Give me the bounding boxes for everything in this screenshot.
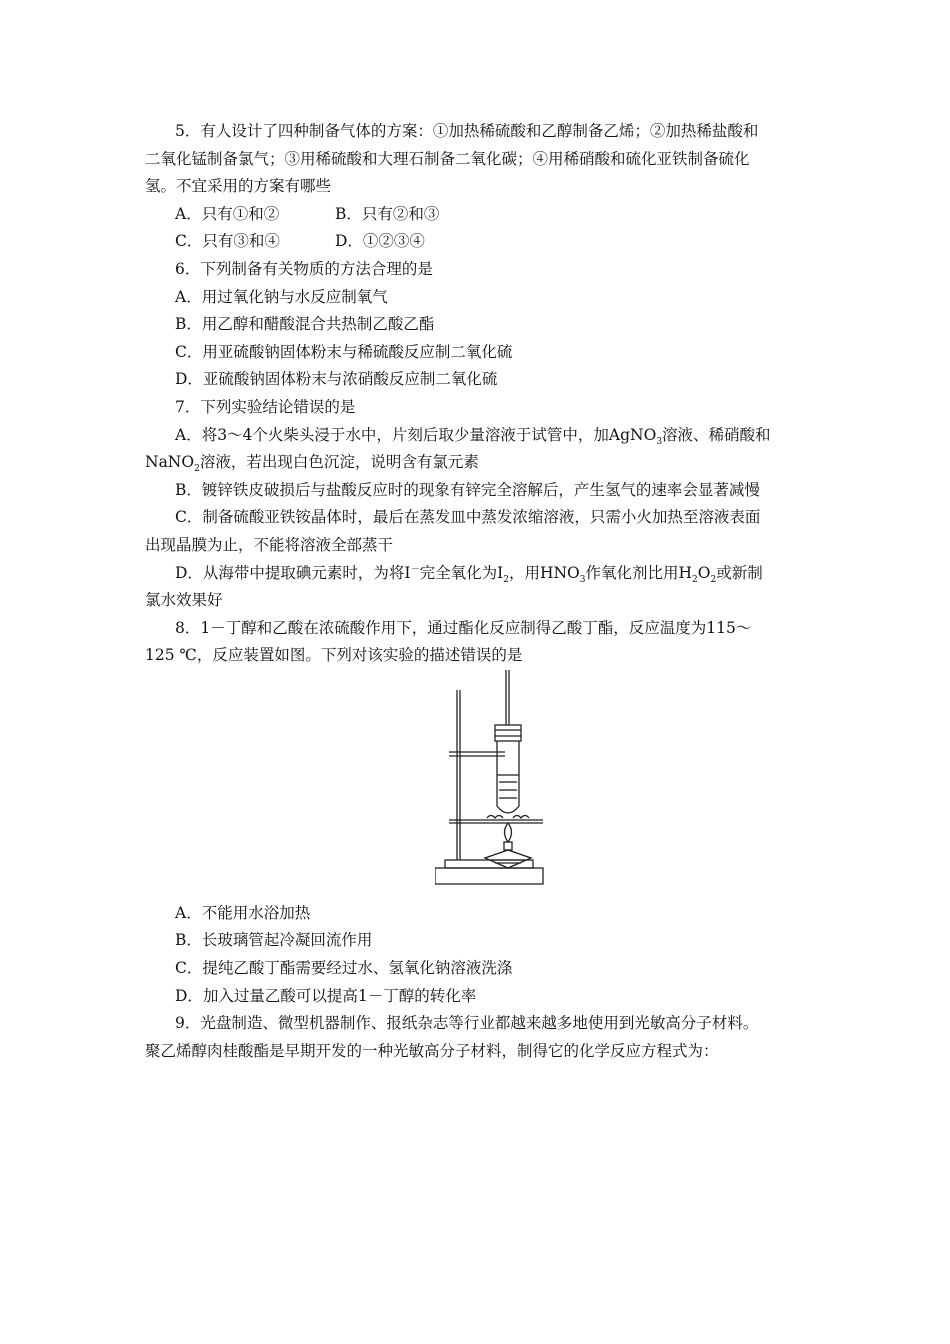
q7-option-b: B．镀锌铁皮破损后与盐酸反应时的现象有锌完全溶解后，产生氢气的速率会显著减慢 (175, 480, 760, 499)
q7-option-d-line-2: 氯水效果好 (145, 591, 223, 610)
q7-option-a-line-2 (145, 449, 810, 477)
q7-option-c-line-2: 出现晶膜为止，不能将溶液全部蒸干 (145, 535, 394, 554)
q7-a1-text: A．将3～4个火柴头浸于水中，片刻后取少量溶液于试管中，加AgNO (175, 425, 657, 444)
q7-a2-text: NaNO (145, 453, 195, 472)
q7-d1-text-a: D．从海带中提取碘元素时，为将I (175, 563, 411, 582)
q7-a2-text-b: 溶液，若出现白色沉淀，说明含有氯元素 (199, 453, 479, 472)
q6-option-c: C．用亚硫酸钠固体粉末与稀硫酸反应制二氧化硫 (175, 342, 513, 361)
q7-stem: 7．下列实验结论错误的是 (175, 397, 356, 416)
apparatus-diagram-icon (435, 670, 550, 894)
q8-option-d: D．加入过量乙酸可以提高1－丁醇的转化率 (175, 986, 477, 1005)
q7-d1-sub-1: 2 (503, 574, 509, 585)
q7-a2-sub: 2 (194, 464, 200, 475)
q5-option-d: D．①②③④ (335, 232, 425, 251)
q7-d1-text-c: ，用HNO (508, 563, 580, 582)
flame (505, 823, 512, 842)
q7-d1-sub-2: 3 (579, 574, 586, 585)
q7-d1-text-b: 完全氧化为I (419, 563, 504, 582)
q6-option-a: A．用过氧化钠与水反应制氧气 (175, 287, 388, 306)
q7-a1-text-b: 溶液、稀硝酸和 (662, 425, 771, 444)
q7-d1-sub-4: 2 (710, 574, 717, 585)
q7-option-c-line-1: C．制备硫酸亚铁铵晶体时，最后在蒸发皿中蒸发浓缩溶液，只需小火加热至溶液表面 (175, 508, 761, 527)
lamp-wick-holder (504, 842, 512, 850)
q7-option-d-line-1 (145, 560, 810, 588)
q5-option-a: A．只有①和② (175, 204, 280, 223)
stopper (495, 725, 521, 741)
q7-d1-sub-3: 2 (692, 574, 698, 585)
q9-stem-line-2: 聚乙烯醇肉桂酸酯是早期开发的一种光敏高分子材料，制得它的化学反应方程式为： (145, 1041, 719, 1060)
q5-options-row-1 (145, 201, 810, 229)
stand-base-top (445, 860, 533, 868)
q8-option-a: A．不能用水浴加热 (175, 903, 311, 922)
q6-option-d: D．亚硫酸钠固体粉末与浓硝酸反应制二氧化硫 (175, 370, 498, 389)
q8-option-b: B．长玻璃管起冷凝回流作用 (175, 931, 373, 950)
q5-option-b: B．只有②和③ (335, 204, 440, 223)
q5-options-row-2 (145, 228, 810, 256)
q6-stem: 6．下列制备有关物质的方法合理的是 (175, 259, 433, 278)
q8-stem-line-2: 125 ℃，反应装置如图。下列对该实验的描述错误的是 (145, 646, 523, 665)
q5-stem-line-1: 5．有人设计了四种制备气体的方案：①加热稀硫酸和乙醇制备乙烯；②加热稀盐酸和 (175, 122, 759, 140)
q7-option-a-line-1 (145, 422, 810, 450)
q8-option-c: C．提纯乙酸丁酯需要经过水、氢氧化钠溶液洗涤 (175, 959, 513, 978)
q6-option-b: B．用乙醇和醋酸混合共热制乙酸乙酯 (175, 315, 435, 334)
alcohol-lamp (485, 850, 531, 868)
q7-a1-sub: 3 (656, 436, 663, 447)
stand-base (435, 868, 543, 884)
q7-d1-sup: － (410, 564, 420, 575)
document-page (145, 118, 810, 1065)
reaction-apparatus-figure (145, 670, 810, 900)
q5-option-c: C．只有③和④ (175, 232, 280, 251)
q9-stem-line-1: 9．光盘制造、微型机器制作、报纸杂志等行业都越来越多地使用到光敏高分子材料。 (175, 1014, 759, 1033)
q5-stem-line-3: 氢。不宜采用的方案有哪些 (145, 177, 332, 196)
q7-d1-text-d: 作氧化剂比用H (585, 563, 692, 582)
q8-stem-line-1: 8．1－丁醇和乙酸在浓硫酸作用下，通过酯化反应制得乙酸丁酯，反应温度为115～ (175, 618, 752, 637)
q7-d1-text-e: O (697, 563, 711, 582)
q7-d1-text-f: 或新制 (716, 563, 763, 582)
q5-stem-line-2: 二氧化锰制备氯气；③用稀硫酸和大理石制备二氧化碳；④用稀硝酸和硫化亚铁制备硫化 (145, 149, 750, 168)
